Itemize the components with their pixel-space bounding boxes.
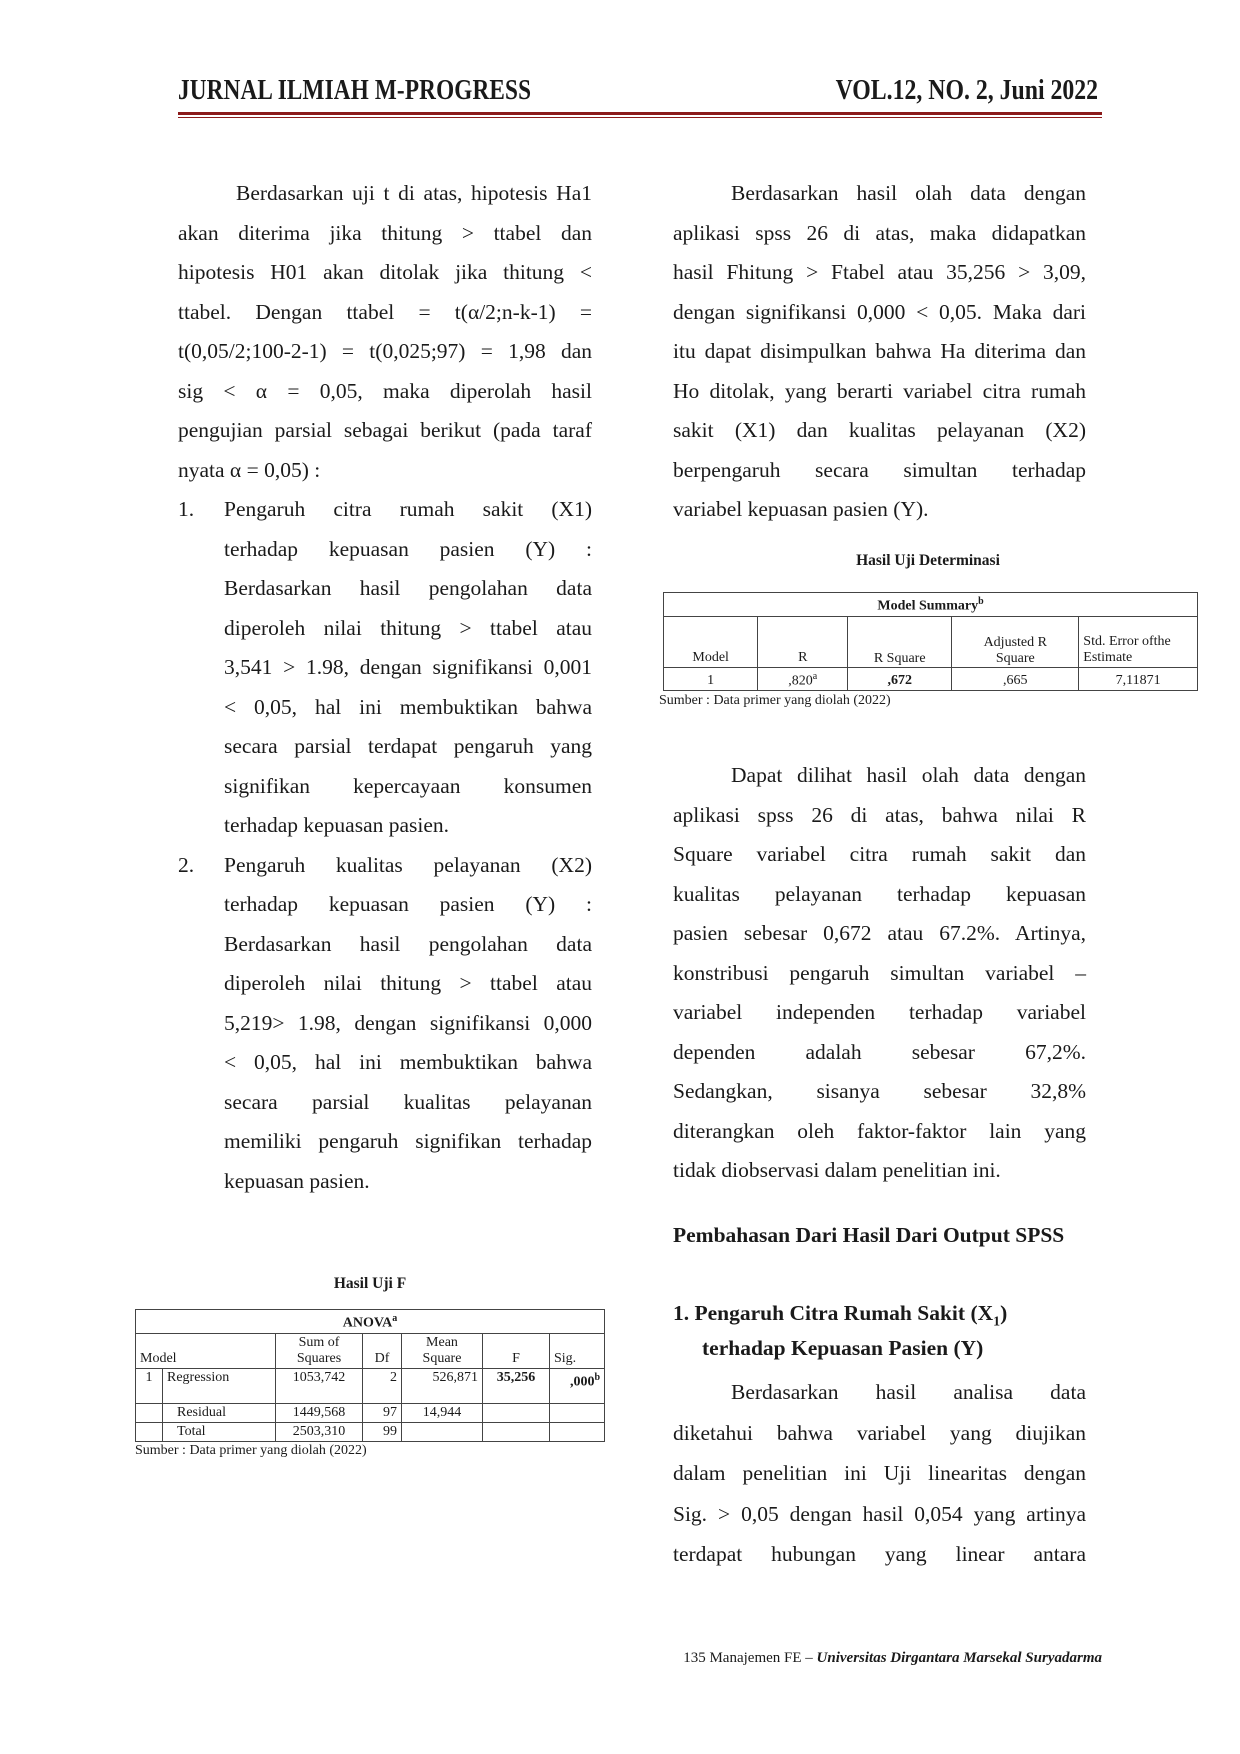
text-line: kualitas pelayanan terhadap kepuasan — [673, 881, 1086, 906]
table-cell — [550, 1403, 605, 1422]
right-paragraph-2 — [673, 756, 1086, 1191]
table-cell — [136, 1403, 163, 1422]
table-cell: 1 — [664, 667, 758, 691]
table-row — [136, 1403, 605, 1422]
section-heading: Pembahasan Dari Hasil Dari Output SPSS — [673, 1223, 1065, 1247]
table-cell — [402, 1422, 483, 1441]
table-cell: 35,256 — [483, 1368, 550, 1403]
table-header-row — [136, 1333, 605, 1368]
table-cell: ,820$^a$ — [758, 667, 848, 691]
table-cell: 97 — [363, 1403, 402, 1422]
header-cell: R — [758, 616, 848, 667]
text-line: diperoleh nilai thitung > ttabel atau — [224, 971, 592, 995]
page-footer — [683, 1650, 1102, 1667]
text-line: tidak diobservasi dalam penelitian ini. — [673, 1158, 1001, 1182]
text-line: diperoleh nilai thitung > ttabel atau — [224, 615, 592, 640]
text-line: diterangkan oleh faktor-faktor lain yang — [673, 1118, 1086, 1143]
table-row — [136, 1422, 605, 1441]
table-header-row — [664, 616, 1198, 667]
anova-source: Sumber : Data primer yang diolah (2022) — [135, 1443, 367, 1458]
anova-table — [135, 1309, 605, 1442]
list-number: 1. — [178, 497, 195, 521]
table-cell: 2 — [363, 1368, 402, 1403]
text-line: < 0,05, hal ini membuktikan bahwa — [224, 694, 592, 719]
table-cell — [136, 1422, 163, 1441]
text-line: diketahui bahwa variabel yang diujikan — [673, 1420, 1086, 1445]
text-line: pasien sebesar 0,672 atau 67.2%. Artinya, — [673, 921, 1086, 945]
table-row — [136, 1368, 605, 1403]
text-line: Berdasarkan uji t di atas, hipotesis Ha1 — [236, 181, 592, 205]
text-line: Pengaruh citra rumah sakit (X1) — [224, 497, 592, 521]
text-line: terhadap kepuasan pasien (Y) : — [224, 892, 592, 916]
text-line: sakit (X1) dan kualitas pelayanan (X2) — [673, 418, 1086, 442]
text-line: berpengaruh secara simultan terhadap — [673, 457, 1086, 482]
table-cell — [550, 1422, 605, 1441]
text-line: dalam penelitian ini Uji linearitas dengan — [673, 1461, 1086, 1485]
text-line: secara parsial terdapat pengaruh yang — [224, 734, 592, 758]
text-line: t(0,05/2;100-2-1) = t(0,025;97) = 1,98 dan — [178, 339, 592, 363]
text-line: ttabel. Dengan ttabel = t(α/2;n-k-1) = — [178, 299, 592, 324]
journal-header — [178, 74, 1098, 114]
table-cell: ,672 — [848, 667, 952, 691]
table-cell: ,665 — [952, 667, 1079, 691]
text-line: hipotesis H01 akan ditolak jika thitung < — [178, 260, 592, 284]
text-line: hasil Fhitung > Ftabel atau 35,256 > 3,09, — [673, 260, 1086, 284]
text-line: Berdasarkan hasil pengolahan data — [224, 931, 592, 956]
text-line: akan diterima jika thitung > ttabel dan — [178, 220, 592, 245]
header-cell: Df — [363, 1333, 402, 1368]
table-cell: Regression — [163, 1368, 276, 1403]
journal-volume: VOL.12, NO. 2, Juni 2022 — [835, 74, 1098, 106]
text-line: memiliki pengaruh signifikan terhadap — [224, 1129, 592, 1153]
text-line: aplikasi spss 26 di atas, maka didapatkan — [673, 220, 1086, 245]
text-line: Berdasarkan hasil analisa data — [731, 1380, 1086, 1404]
header-cell: F — [483, 1333, 550, 1368]
text-line: Square variabel citra rumah sakit dan — [673, 842, 1086, 866]
table-cell: 7,11871 — [1079, 667, 1198, 691]
table-cell: ,000$^b$ — [550, 1368, 605, 1403]
list-item — [178, 846, 592, 1202]
summary-source: Sumber : Data primer yang diolah (2022) — [659, 693, 891, 708]
list-item — [178, 490, 592, 846]
right-paragraph-3 — [673, 1372, 1086, 1575]
text-line: aplikasi spss 26 di atas, bahwa nilai R — [673, 802, 1086, 827]
text-line: 5,219> 1.98, dengan signifikansi 0,000 — [224, 1010, 592, 1035]
text-line: variabel kepuasan pasien (Y). — [673, 497, 929, 521]
text-line: signifikan kepercayaan konsumen — [224, 773, 592, 798]
header-rule — [178, 112, 1102, 115]
right-paragraph-1 — [673, 174, 1086, 530]
summary-title-cell: Model Summary$^b$ — [664, 593, 1198, 617]
header-cell: Mean Square — [402, 1333, 483, 1368]
table-row — [664, 667, 1198, 691]
text-line: dengan signifikansi 0,000 < 0,05. Maka dari — [673, 299, 1086, 324]
text-line: pengujian parsial sebagai berikut (pada taraf — [178, 418, 592, 442]
table-cell: 2503,310 — [276, 1422, 363, 1441]
left-paragraph-1 — [178, 174, 592, 490]
header-rule-thin — [178, 117, 1102, 118]
list-number: 2. — [178, 852, 195, 877]
table-cell: 99 — [363, 1422, 402, 1441]
footer-dept: Manajemen FE – — [709, 1650, 813, 1666]
text-line: Sedangkan, sisanya sebesar 32,8% — [673, 1079, 1086, 1103]
text-line: Sig. > 0,05 dengan hasil 0,054 yang artinya — [673, 1501, 1086, 1526]
header-cell: Sig. — [550, 1333, 605, 1368]
summary-caption: Hasil Uji Determinasi — [856, 552, 1000, 569]
anova-title-cell: ANOVA$^a$ — [136, 1310, 605, 1334]
text-line: Berdasarkan hasil pengolahan data — [224, 576, 592, 600]
text-line: Berdasarkan hasil olah data dengan — [731, 181, 1086, 205]
table-cell — [483, 1422, 550, 1441]
text-line: itu dapat disimpulkan bahwa Ha diterima dan — [673, 339, 1086, 363]
left-column — [178, 174, 592, 1201]
table-cell: 526,871 — [402, 1368, 483, 1403]
text-line: terhadap kepuasan pasien (Y) : — [224, 536, 592, 561]
table-cell: 1449,568 — [276, 1403, 363, 1422]
table-cell: Residual — [163, 1403, 276, 1422]
table-cell: Total — [163, 1422, 276, 1441]
text-line: secara parsial kualitas pelayanan — [224, 1089, 592, 1114]
table-cell: 1053,742 — [276, 1368, 363, 1403]
table-cell: 1 — [136, 1368, 163, 1403]
journal-title: JURNAL ILMIAH M-PROGRESS — [178, 74, 532, 106]
right-column — [673, 174, 1086, 530]
header-cell: Std. Error ofthe Estimate — [1079, 616, 1198, 667]
header-cell: R Square — [848, 616, 952, 667]
text-line: Pengaruh kualitas pelayanan (X2) — [224, 852, 592, 877]
page-number: 135 — [683, 1650, 706, 1666]
subsection-heading: 1. Pengaruh Citra Rumah Sakit $(X_1)$ terhadap Kepuasan Pasien (Y) — [673, 1301, 1008, 1361]
text-line: Dapat dilihat hasil olah data dengan — [731, 763, 1086, 787]
header-cell: Sum of Squares — [276, 1333, 363, 1368]
text-line: nyata α = 0,05) : — [178, 457, 321, 482]
footer-university: Universitas Dirgantara Marsekal Suryadarma — [816, 1650, 1102, 1666]
table-cell — [483, 1403, 550, 1422]
header-cell: Adjusted R Square — [952, 616, 1079, 667]
text-line: konstribusi pengaruh simultan variabel – — [673, 960, 1086, 985]
text-line: terdapat hubungan yang linear antara — [673, 1542, 1086, 1566]
text-line: 3,541 > 1.98, dengan signifikansi 0,001 — [224, 655, 592, 679]
anova-caption: Hasil Uji F — [333, 1275, 407, 1292]
text-line: kepuasan pasien. — [224, 1168, 370, 1193]
numbered-list — [178, 490, 592, 1201]
table-cell: 14,944 — [402, 1403, 483, 1422]
text-line: sig < α = 0,05, maka diperolah hasil — [178, 378, 592, 403]
text-line: dependen adalah sebesar 67,2%. — [673, 1039, 1086, 1064]
text-line: variabel independen terhadap variabel — [673, 1000, 1086, 1024]
model-summary-table — [663, 592, 1198, 691]
header-cell: Model — [136, 1333, 276, 1368]
text-line: < 0,05, hal ini membuktikan bahwa — [224, 1050, 592, 1074]
header-cell: Model — [664, 616, 758, 667]
text-line: terhadap kepuasan pasien. — [224, 813, 450, 837]
text-line: Ho ditolak, yang berarti variabel citra rumah — [673, 378, 1086, 403]
